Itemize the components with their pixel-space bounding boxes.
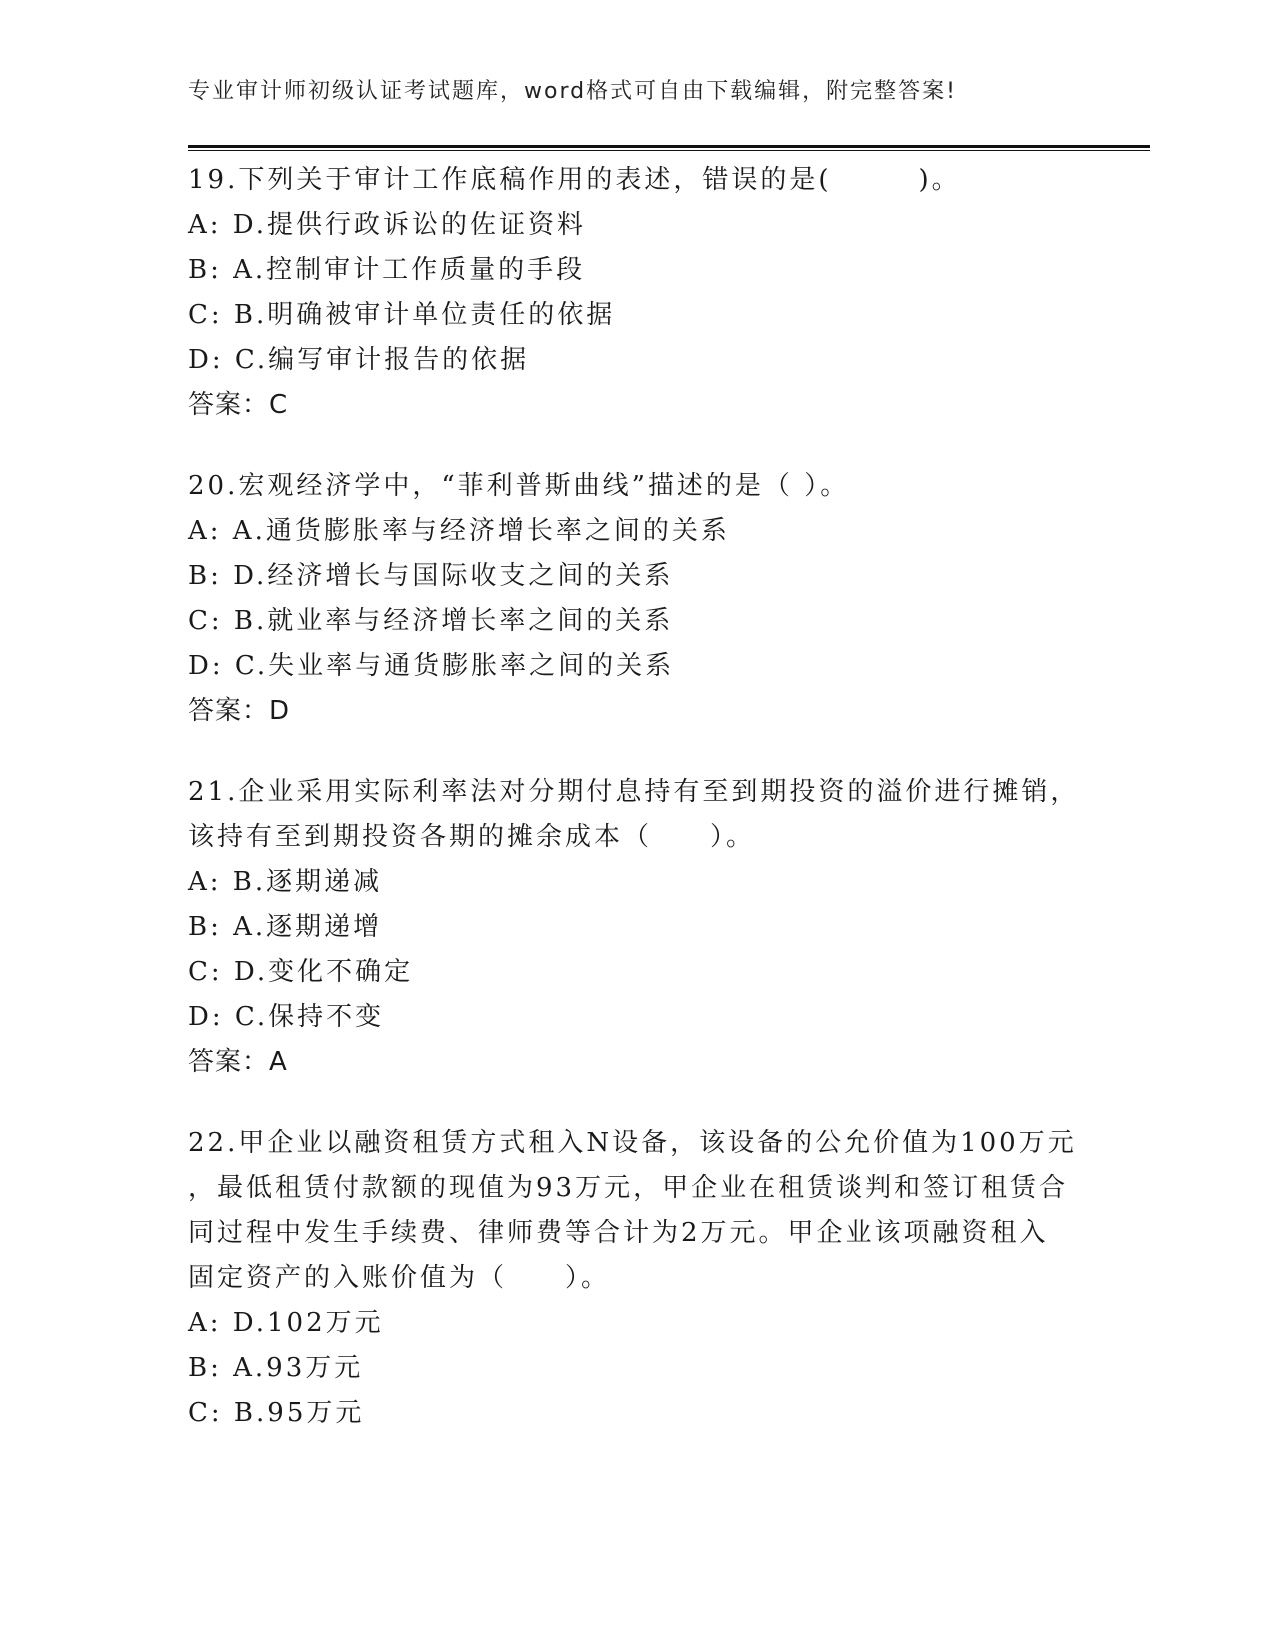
question-stem: [188, 464, 1068, 509]
option-a: A: B.逐期递减: [188, 867, 383, 897]
stem-line: 固定资产的入账价值为（ ）。: [188, 1263, 611, 1293]
option-b: B: A.93万元: [188, 1353, 364, 1383]
option-d: D: C.保持不变: [188, 1002, 385, 1032]
option-b: B: D.经济增长与国际收支之间的关系: [188, 561, 674, 591]
option-b: B: A.逐期递增: [188, 912, 383, 942]
option-c: C: D.变化不确定: [188, 957, 414, 987]
option-a: A: D.102万元: [188, 1308, 384, 1338]
option-a: A: A.通货膨胀率与经济增长率之间的关系: [188, 516, 730, 546]
question-22: [188, 1121, 1077, 1436]
option-c: C: B.就业率与经济增长率之间的关系: [188, 606, 674, 636]
question-list: [188, 158, 1080, 1472]
stem-line: 该持有至到期投资各期的摊余成本（ ）。: [188, 822, 756, 852]
answer: 答案：A: [188, 1047, 288, 1077]
answer: 答案：C: [188, 390, 289, 420]
stem-line: 19.下列关于审计工作底稿作用的表述，错误的是( )。: [188, 165, 961, 195]
question-stem: [188, 158, 1068, 203]
option-c: C: B.明确被审计单位责任的依据: [188, 300, 616, 330]
answer: 答案：D: [188, 696, 291, 726]
stem-line: 同过程中发生手续费、律师费等合计为2万元。甲企业该项融资租入: [188, 1218, 1049, 1248]
question-21: [188, 770, 1080, 1085]
question-stem: [188, 1121, 1077, 1301]
option-b: B: A.控制审计工作质量的手段: [188, 255, 586, 285]
stem-line: 20.宏观经济学中，“菲利普斯曲线”描述的是（ ）。: [188, 471, 850, 501]
option-d: D: C.失业率与通货膨胀率之间的关系: [188, 651, 675, 681]
option-d: D: C.编写审计报告的依据: [188, 345, 530, 375]
option-c: C: B.95万元: [188, 1398, 365, 1428]
stem-line: 22.甲企业以融资租赁方式租入N设备，该设备的公允价值为100万元: [188, 1128, 1077, 1158]
stem-line: 21.企业采用实际利率法对分期付息持有至到期投资的溢价进行摊销，: [188, 777, 1080, 807]
question-19: [188, 158, 1068, 428]
page-header: 专业审计师初级认证考试题库，word格式可自由下载编辑，附完整答案!: [188, 79, 957, 104]
question-stem: [188, 770, 1080, 860]
header-rule: [188, 145, 1150, 151]
question-20: [188, 464, 1068, 734]
option-a: A: D.提供行政诉讼的佐证资料: [188, 210, 586, 240]
stem-line: ，最低租赁付款额的现值为93万元，甲企业在租赁谈判和签订租赁合: [188, 1173, 1069, 1203]
